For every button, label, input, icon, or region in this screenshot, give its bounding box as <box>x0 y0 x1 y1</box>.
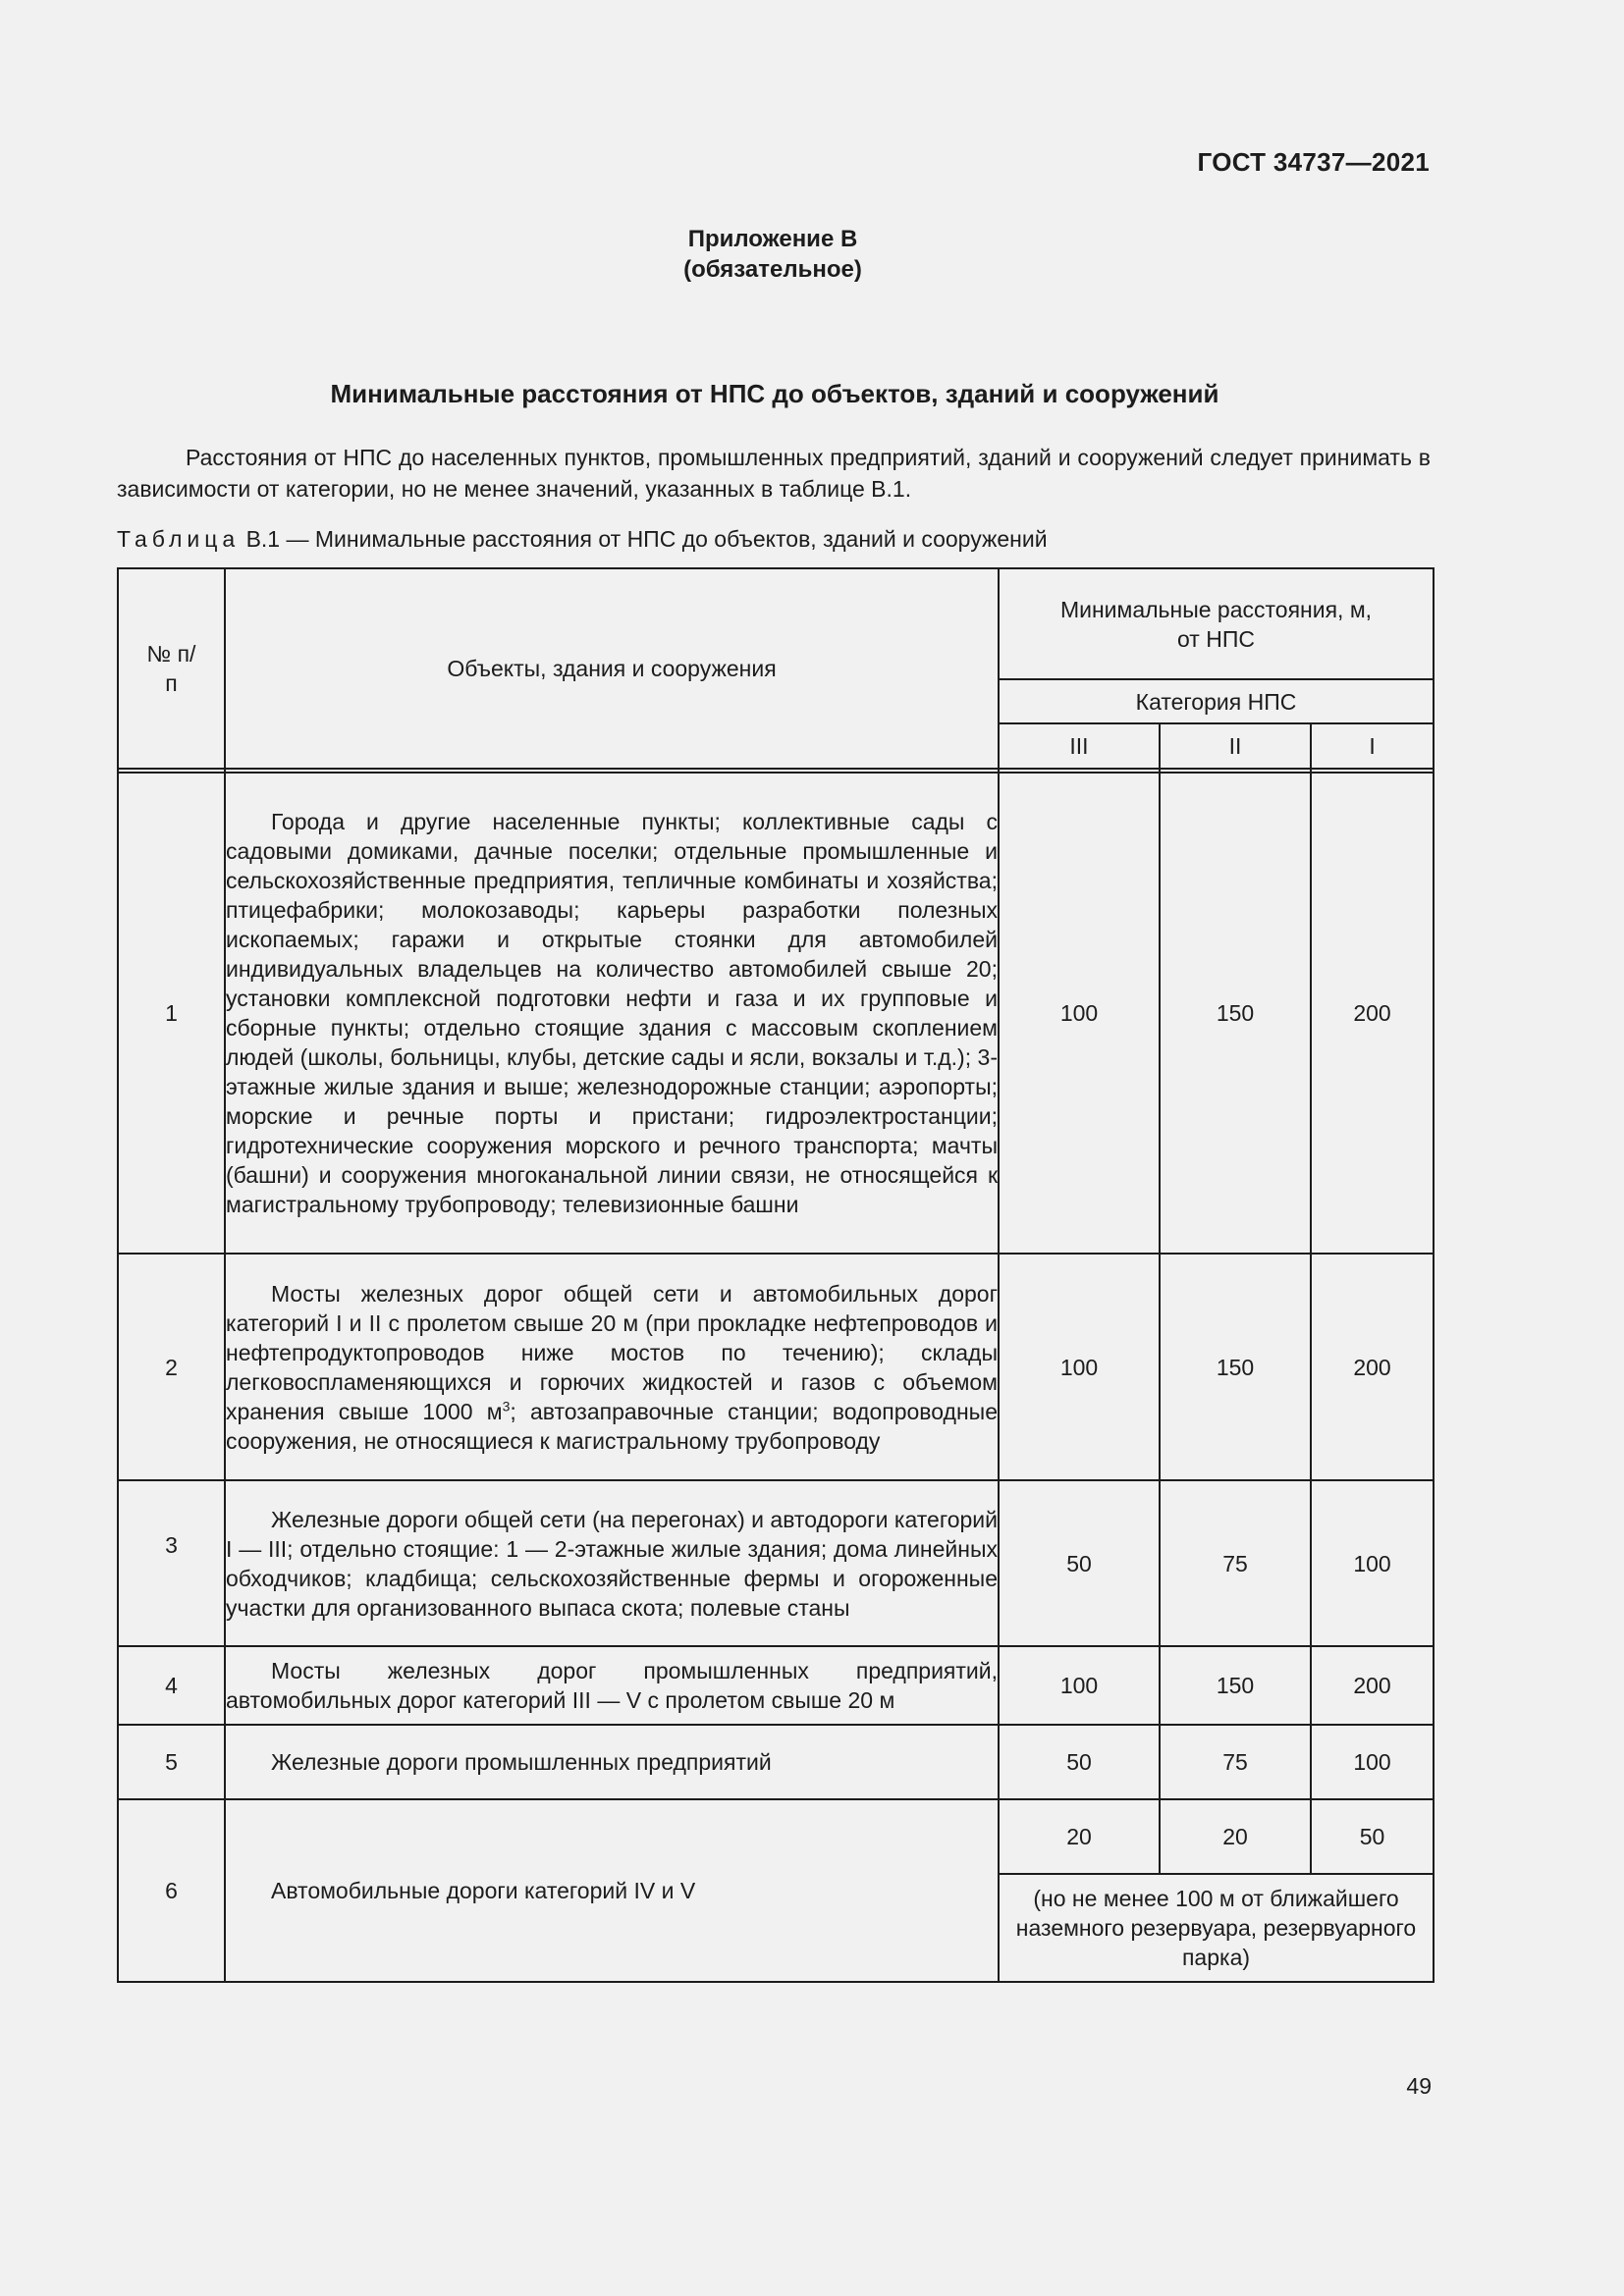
row-number: 6 <box>118 1799 225 1982</box>
header-category: Категория НПС <box>999 679 1434 723</box>
row-distance-iii: 20 <box>999 1799 1160 1874</box>
header-distances: Минимальные расстояния, м, от НПС <box>999 568 1434 679</box>
row-distance-i: 100 <box>1311 1725 1434 1799</box>
row-distance-ii: 20 <box>1160 1799 1311 1874</box>
distances-table <box>117 567 1435 1983</box>
appendix-status: (обязательное) <box>683 256 862 283</box>
row-distance-iii: 100 <box>999 1254 1160 1480</box>
row-objects-text: Автомобильные дороги категорий IV и V <box>225 1799 999 1982</box>
row-distance-iii: 100 <box>999 773 1160 1254</box>
row-distance-i: 100 <box>1311 1480 1434 1646</box>
row-distance-ii: 150 <box>1160 773 1311 1254</box>
table-row <box>118 1799 1434 1874</box>
table-caption <box>117 526 1048 553</box>
row-distance-i: 200 <box>1311 1646 1434 1725</box>
row-number: 4 <box>118 1646 225 1725</box>
appendix-title: Приложение В <box>687 226 858 252</box>
header-num: № п/п <box>118 568 225 769</box>
row-distance-ii: 75 <box>1160 1725 1311 1799</box>
table-row <box>118 1254 1434 1480</box>
intro-paragraph: Расстояния от НПС до населенных пунктов, промышленных предприятий, зданий и сооружений следует принимать в зависимости от категории, но не менее значений, указанных в таблице В.1. <box>117 445 1431 502</box>
row-objects-text: Мосты железных дорог промышленных предприятий, автомобильных дорог категорий III — V с пролетом свыше 20 м <box>225 1646 999 1725</box>
row-objects-text: Мосты железных дорог общей сети и автомобильных дорог категорий I и II с пролетом свыше 20 м (при прокладке нефтепроводов и нефтепродуктопроводов ниже мостов по течению); склады легковоспламеняющихся и горючих жидкостей и газов с объемом хранения свыше 1000 $м^3$; автозаправочные станции; водопроводные сооружения, не относящиеся к магистральному трубопроводу <box>225 1254 999 1480</box>
row-distance-ii: 150 <box>1160 1254 1311 1480</box>
row-number: 5 <box>118 1725 225 1799</box>
table-caption-text: В.1 — Минимальные расстояния от НПС до объектов, зданий и сооружений <box>240 526 1048 552</box>
row-distance-i: 200 <box>1311 773 1434 1254</box>
row-distance-iii: 100 <box>999 1646 1160 1725</box>
table-caption-label: Таблица <box>117 526 241 552</box>
row-number: 1 <box>118 773 225 1254</box>
row-distance-i: 200 <box>1311 1254 1434 1480</box>
row-number: 3 <box>118 1480 225 1646</box>
table-row <box>118 1480 1434 1646</box>
page-number: 49 <box>1406 2073 1432 2099</box>
header-cat-i: I <box>1311 723 1434 769</box>
standard-number: ГОСТ 34737—2021 <box>1197 147 1430 177</box>
section-title: Минимальные расстояния от НПС до объектов, зданий и сооружений <box>330 379 1219 408</box>
row-objects-text: Города и другие населенные пункты; коллективные сады с садовыми домиками, дачные поселки; отдельные промышленные и сельскохозяйственные предприятия, тепличные комбинаты и хозяйства; птицефабрики; молокозаводы; карьеры разработки полезных ископаемых; гаражи и открытые стоянки для автомобилей индивидуальных владельцев на количество автомобилей свыше 20; установки комплексной подготовки нефти и газа и их групповые и сборные пункты; отдельно стоящие здания с массовым скоплением людей (школы, больницы, клубы, детские сады и ясли, вокзалы и т.д.); 3-этажные жилые здания и выше; железнодорожные станции; аэропорты; морские и речные порты и пристани; гидроэлектростанции; гидротехнические сооружения морского и речного транспорта; мачты (башни) и сооружения многоканальной линии связи, не относящейся к магистральному трубопроводу; телевизионные башни <box>225 773 999 1254</box>
header-objects: Объекты, здания и сооружения <box>225 568 999 769</box>
superscript: 3 <box>502 1397 511 1414</box>
header-cat-ii: II <box>1160 723 1311 769</box>
row-note: (но не менее 100 м от ближайшего наземного резервуара, резервуарного парка) <box>999 1874 1434 1982</box>
table-row <box>118 1725 1434 1799</box>
row-number: 2 <box>118 1254 225 1480</box>
row-objects-text: Железные дороги общей сети (на перегонах) и автодороги категорий I — III; отдельно стоящие: 1 — 2-этажные жилые здания; дома линейных обходчиков; кладбища; сельскохозяйственные фермы и огороженные участки для организованного выпаса скота; полевые станы <box>225 1480 999 1646</box>
header-cat-iii: III <box>999 723 1160 769</box>
row-distance-iii: 50 <box>999 1480 1160 1646</box>
row-distance-ii: 150 <box>1160 1646 1311 1725</box>
row-objects-text: Железные дороги промышленных предприятий <box>225 1725 999 1799</box>
table-row <box>118 1646 1434 1725</box>
appendix-heading <box>0 224 1545 285</box>
row-distance-i: 50 <box>1311 1799 1434 1874</box>
table-row <box>118 773 1434 1254</box>
row-distance-iii: 50 <box>999 1725 1160 1799</box>
row-distance-ii: 75 <box>1160 1480 1311 1646</box>
